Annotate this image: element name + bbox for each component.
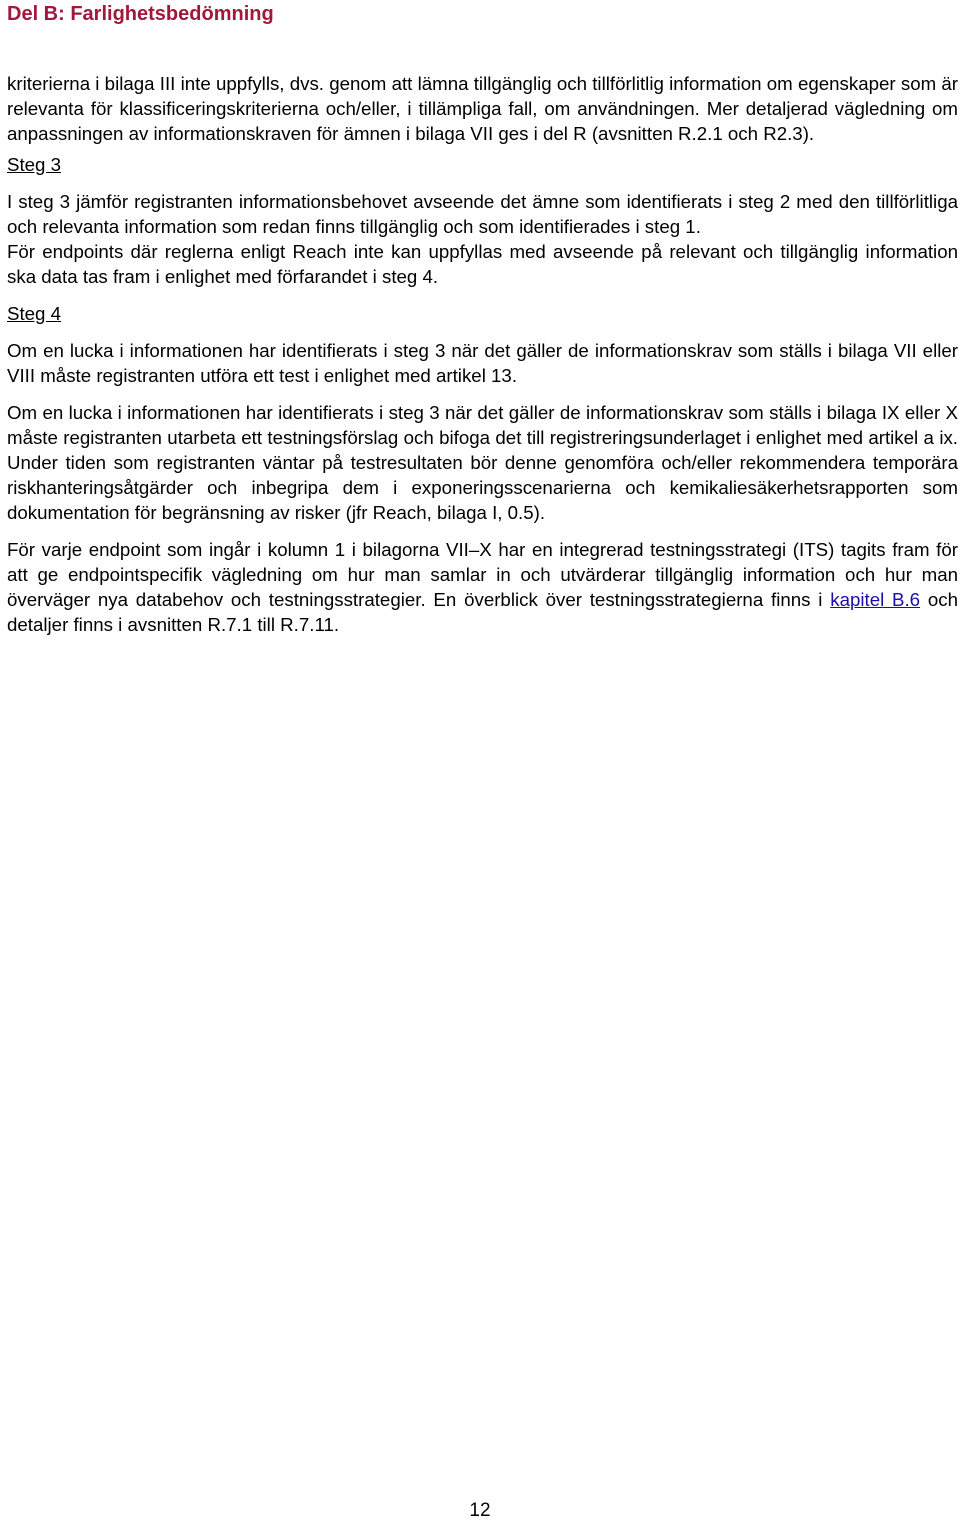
step-3-heading: Steg 3 (7, 154, 62, 175)
its-text-before: För varje endpoint som ingår i kolumn 1 i bilagorna VII–X har en integrerad testningsstrategi (ITS) tagits fram för att ge endpointspecifik vägledning om hur man samlar in och utvärderar tillgänglig information och hur man överväger nya databehov och testningsstrategier. En överblick över testningsstrategierna finns i (7, 539, 958, 610)
section-header: Del B: Farlighetsbedömning (7, 3, 274, 25)
chapter-b6-link[interactable]: kapitel B.6 (830, 589, 921, 610)
its-text-after: och detaljer finns i avsnitten R.7.1 till R.7.11. (7, 589, 958, 635)
paragraph-intro: kriterierna i bilaga III inte uppfylls, dvs. genom att lämna tillgänglig och tillförlitlig information om egenskaper som är relevanta för klassificeringskriterierna och/eller, i tillämpliga fall, om användningen. Mer detaljerad vägledning om anpassningen av informationskraven för ämnen i bilaga VII ges i del R (avsnitten R.2.1 och R2.3). (7, 73, 958, 144)
step-4-heading: Steg 4 (7, 303, 62, 324)
page-number: 12 (469, 1500, 491, 1521)
paragraph-step-3: I steg 3 jämför registranten informationsbehovet avseende det ämne som identifierats i steg 2 med den tillförlitliga och relevanta information som redan finns tillgänglig och som identifierades i steg 1. (7, 191, 958, 237)
paragraph-its (7, 537, 958, 637)
paragraph-endpoints: För endpoints där reglerna enligt Reach inte kan uppfyllas med avseende på relevant och tillgänglig information ska data tas fram i enlighet med förfarandet i steg 4. (7, 241, 958, 287)
paragraph-step-4-ix-x: Om en lucka i informationen har identifierats i steg 3 när det gäller de informationskrav som ställs i bilaga IX eller X måste registranten utarbeta ett testningsförslag och bifoga det till registreringsunderlaget i enlighet med artikel a ix. Under tiden som registranten väntar på testresultaten bör denne genomföra och/eller rekommendera temporära riskhanteringsåtgärder och inbegripa dem i exponeringsscenarierna och kemikaliesäkerhetsrapporten som dokumentation för begränsning av risker (jfr Reach, bilaga I, 0.5). (7, 402, 958, 523)
paragraph-step-4-vii-viii: Om en lucka i informationen har identifierats i steg 3 när det gäller de informationskrav som ställs i bilaga VII eller VIII måste registranten utföra ett test i enlighet med artikel 13. (7, 340, 958, 386)
body-text (7, 71, 958, 649)
